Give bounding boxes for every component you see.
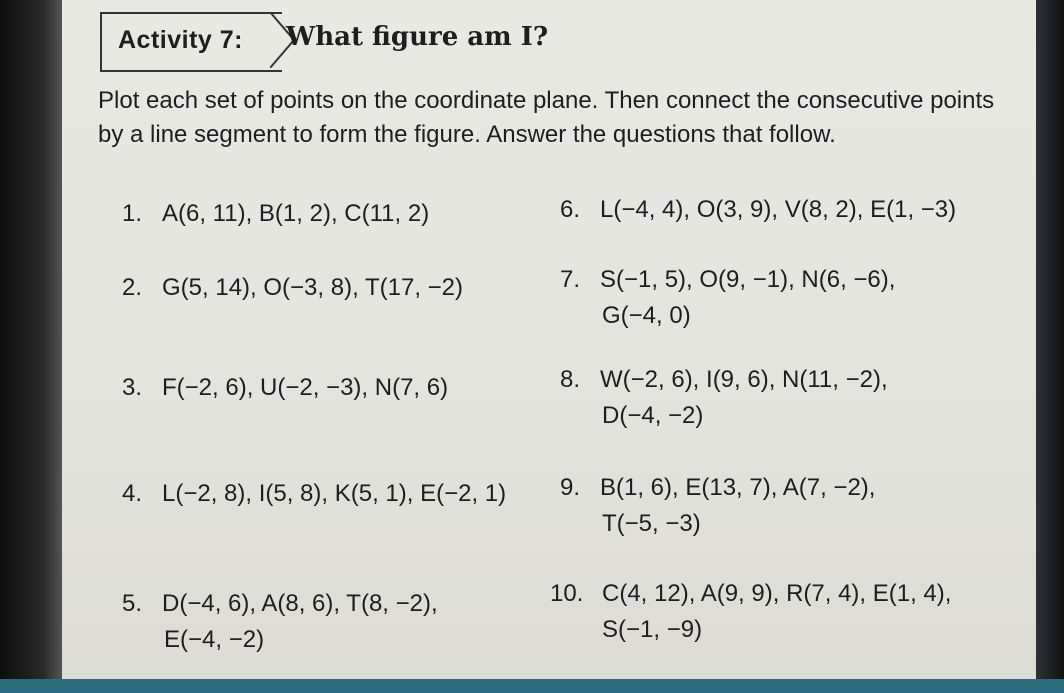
- instructions-text: Plot each set of points on the coordinate plane. Then connect the consecutive points by a line segment to form the figure. Answer the questions that follow.: [98, 87, 995, 148]
- item-points-continued: E(−4, −2): [164, 626, 265, 653]
- item-number: 8.: [560, 366, 581, 393]
- item-points: L(−4, 4), O(3, 9), V(8, 2), E(1, −3): [600, 196, 957, 223]
- item-points: F(−2, 6), U(−2, −3), N(7, 6): [162, 374, 449, 401]
- list-item: [122, 270, 463, 306]
- list-item: [560, 192, 956, 228]
- worksheet-page: [62, 0, 1036, 679]
- list-item: [122, 370, 448, 406]
- activity-title: What figure am I?: [286, 22, 549, 52]
- item-number: 9.: [560, 474, 581, 501]
- item-points: C(4, 12), A(9, 9), R(7, 4), E(1, 4),: [602, 580, 952, 607]
- item-points: L(−2, 8), I(5, 8), K(5, 1), E(−2, 1): [162, 480, 507, 507]
- item-number: 3.: [122, 374, 143, 401]
- item-number: 6.: [560, 196, 581, 223]
- item-points: D(−4, 6), A(8, 6), T(8, −2),: [162, 590, 438, 617]
- left-frame-edge: [0, 0, 62, 693]
- list-item: [122, 196, 429, 232]
- item-points: B(1, 6), E(13, 7), A(7, −2),: [600, 474, 876, 501]
- item-points: S(−1, 5), O(9, −1), N(6, −6),: [600, 266, 896, 293]
- item-number: 4.: [122, 480, 143, 507]
- item-points-continued: D(−4, −2): [602, 402, 704, 429]
- item-points-continued: S(−1, −9): [602, 616, 703, 643]
- item-points: G(5, 14), O(−3, 8), T(17, −2): [162, 274, 464, 301]
- item-number: 10.: [550, 580, 584, 607]
- item-number: 5.: [122, 590, 143, 617]
- bottom-frame-edge: [0, 679, 1064, 693]
- item-points-continued: T(−5, −3): [602, 510, 701, 537]
- list-item: [560, 362, 888, 434]
- right-frame-edge: [1036, 0, 1064, 693]
- list-item: [122, 586, 438, 658]
- item-number: 2.: [122, 274, 143, 301]
- item-points: W(−2, 6), I(9, 6), N(11, −2),: [600, 366, 888, 393]
- item-number: 1.: [122, 200, 143, 227]
- item-points: A(6, 11), B(1, 2), C(11, 2): [162, 200, 430, 227]
- list-item: [550, 576, 951, 648]
- list-item: [122, 476, 506, 512]
- item-number: 7.: [560, 266, 581, 293]
- list-item: [560, 470, 875, 542]
- list-item: [560, 262, 895, 334]
- activity-label: Activity 7:: [118, 26, 243, 54]
- item-points-continued: G(−4, 0): [602, 302, 691, 329]
